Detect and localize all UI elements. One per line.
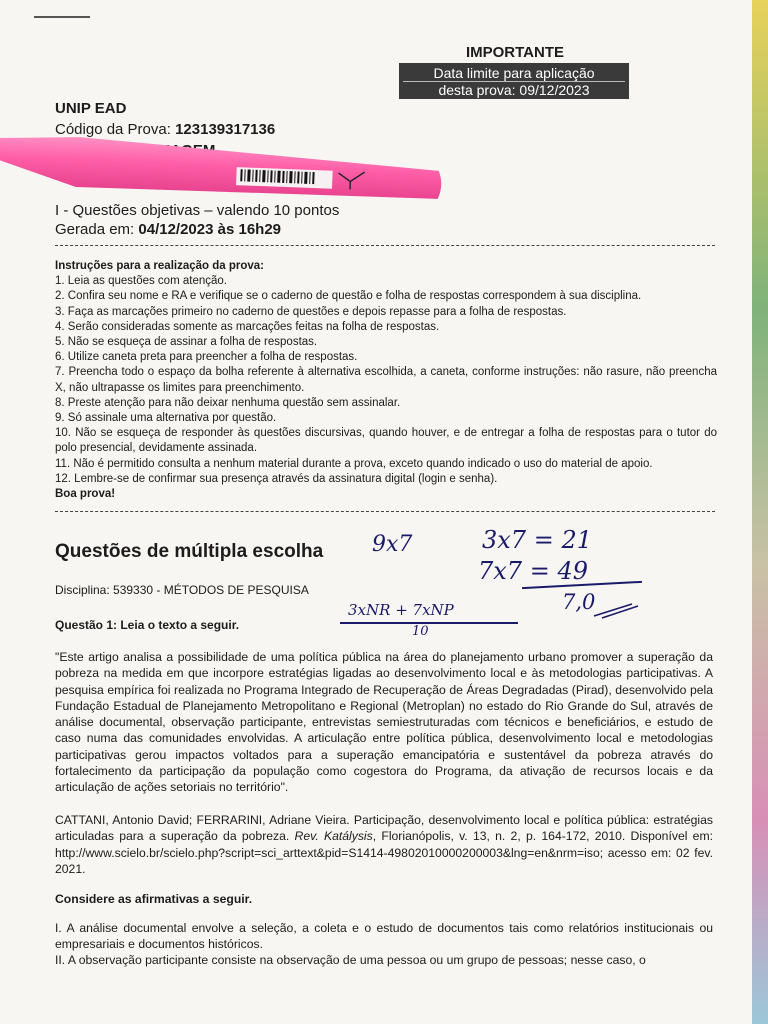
citation-details: , Florianópolis, v. 13, n. 2, p. 164-172, 2010. Disponível em: http://www.scielo.br/scielo.php?script=sci_arttext&pid=S1414-49802010000200003&lng=en&nrm=iso; acesso em: 02 fev. 2021. bbox=[55, 829, 713, 876]
instruction-item: 4. Serão consideradas somente as marcações feitas na folha de respostas. bbox=[55, 320, 440, 333]
instruction-item: 1. Leia as questões com atenção. bbox=[55, 275, 227, 288]
deadline-line-1: Data limite para aplicação bbox=[433, 65, 595, 81]
instruction-item: 3. Faça as marcações primeiro no caderno de questões e depois repasse para a folha de respostas. bbox=[55, 305, 567, 318]
question-text: "Este artigo analisa a possibilidade de uma política pública na área do planejamento urbano promover a superação da pobreza na medida em que incorpore estratégias ligadas ao desenvolvimento local e às metodologias participativas. A pesquisa empírica foi realizada no Programa Integrado de Recuperação de Áreas Degradadas (Pirad), desenvolvido pela Fundação Estadual de Planejamento Metropolitano e Regional (Metroplan) no estado do Rio Grande do Sul, através de análise documental, observação participante, entrevistas semiestruturadas com técnicos e beneficiários, e estudo de caso numa das comunidades envolvidas. A articulação entre política pública, desenvolvimento local e metodologias participativas gerou impactos voltados para a superação emancipatória e sustentável da pobreza através do fortalecimento da participação da população como cogestora do Programa, da ativação de recursos locais e da articulação de ações setoriais no território". bbox=[55, 650, 713, 795]
handwritten-strike-icon bbox=[592, 598, 640, 620]
instruction-item: 7. Preencha todo o espaço da bolha referente à alternativa escolhida, a caneta, conforme instruções: não rasure, não preencha X, não ultrapasse os limites para preenchimento. bbox=[55, 366, 717, 394]
generated-label: Gerada em: bbox=[55, 221, 135, 238]
instruction-item: 11. Não é permitido consulta a nenhum material durante a prova, exceto quando indicado o uso do material de apoio. bbox=[55, 457, 653, 470]
handwritten-fraction-bar bbox=[340, 622, 518, 624]
exam-code-label: Código da Prova: bbox=[55, 121, 171, 138]
instruction-item: 2. Confira seu nome e RA e verifique se o caderno de questão e folha de respostas correspondem à sua disciplina. bbox=[55, 290, 642, 303]
citation bbox=[55, 812, 713, 877]
instruction-item: 5. Não se esqueça de assinar a folha de respostas. bbox=[55, 336, 318, 349]
section-title: Questões de múltipla escolha bbox=[55, 541, 324, 562]
citation-authors: CATTANI, Antonio David; FERRARINI, Adriane Vieira. Participação, desenvolvimento local e política pública: estratégias articuladas para a superação da pobreza. bbox=[55, 813, 713, 844]
important-label: IMPORTANTE bbox=[465, 44, 565, 61]
instructions-block bbox=[55, 259, 717, 502]
question-title: Questão 1: Leia o texto a seguir. bbox=[55, 618, 240, 632]
instructions-title: Instruções para a realização da prova: bbox=[55, 260, 265, 272]
instruction-item: 6. Utilize caneta preta para preencher a folha de respostas. bbox=[55, 351, 358, 364]
exam-code-value: 123139317136 bbox=[175, 121, 276, 138]
consider-label: Considere as afirmativas a seguir. bbox=[55, 892, 253, 906]
divider-bottom bbox=[55, 511, 715, 512]
highlighter-marker bbox=[0, 130, 445, 209]
marker-body bbox=[0, 134, 443, 201]
handwritten-scribble: 9x7 bbox=[372, 532, 413, 557]
discipline: Disciplina: 539330 - MÉTODOS DE PESQUISA bbox=[55, 583, 309, 597]
handwritten-calc-1: 3x7 = 21 bbox=[482, 526, 592, 554]
handwritten-result: 7,0 bbox=[562, 590, 596, 614]
statement-1: I. A análise documental envolve a seleção, a coleta e o estudo de documentos tais como relatórios institucionais ou empresariais e documentos históricos. bbox=[55, 921, 713, 952]
section-label: I - Questões objetivas – valendo 10 pontos bbox=[55, 202, 340, 219]
statement-2: II. A observação participante consiste na observação de uma pessoa ou um grupo de pessoas; nesse caso, o bbox=[55, 953, 646, 967]
handwritten-formula-top: 3xNR + 7xNP bbox=[348, 601, 454, 619]
top-mark bbox=[34, 16, 90, 18]
generated-at bbox=[55, 221, 281, 238]
institution-name: UNIP EAD bbox=[55, 100, 127, 117]
divider-top bbox=[55, 245, 715, 246]
instruction-item: 12. Lembre-se de confirmar sua presença através da assinatura digital (login e senha). bbox=[55, 472, 498, 485]
citation-journal: Rev. Katálysis bbox=[294, 829, 373, 844]
instruction-item: 8. Preste atenção para não deixar nenhuma questão sem assinalar. bbox=[55, 396, 401, 409]
deadline-line-2: desta prova: 09/12/2023 bbox=[438, 82, 590, 98]
deadline-box bbox=[399, 63, 629, 99]
handwritten-formula-bottom: 10 bbox=[412, 624, 429, 639]
instruction-item: 10. Não se esqueça de responder às questões discursivas, quando houver, e de entregar a folha de respostas para o tutor do polo presencial, devidamente assinada. bbox=[55, 427, 717, 455]
handwritten-calc-2: 7x7 = 49 bbox=[478, 557, 588, 585]
generated-value: 04/12/2023 às 16h29 bbox=[138, 221, 282, 238]
instruction-item: 9. Só assinale uma alternativa por questão. bbox=[55, 412, 277, 425]
closing-text: Boa prova! bbox=[55, 488, 116, 501]
background-edge bbox=[752, 0, 768, 1024]
